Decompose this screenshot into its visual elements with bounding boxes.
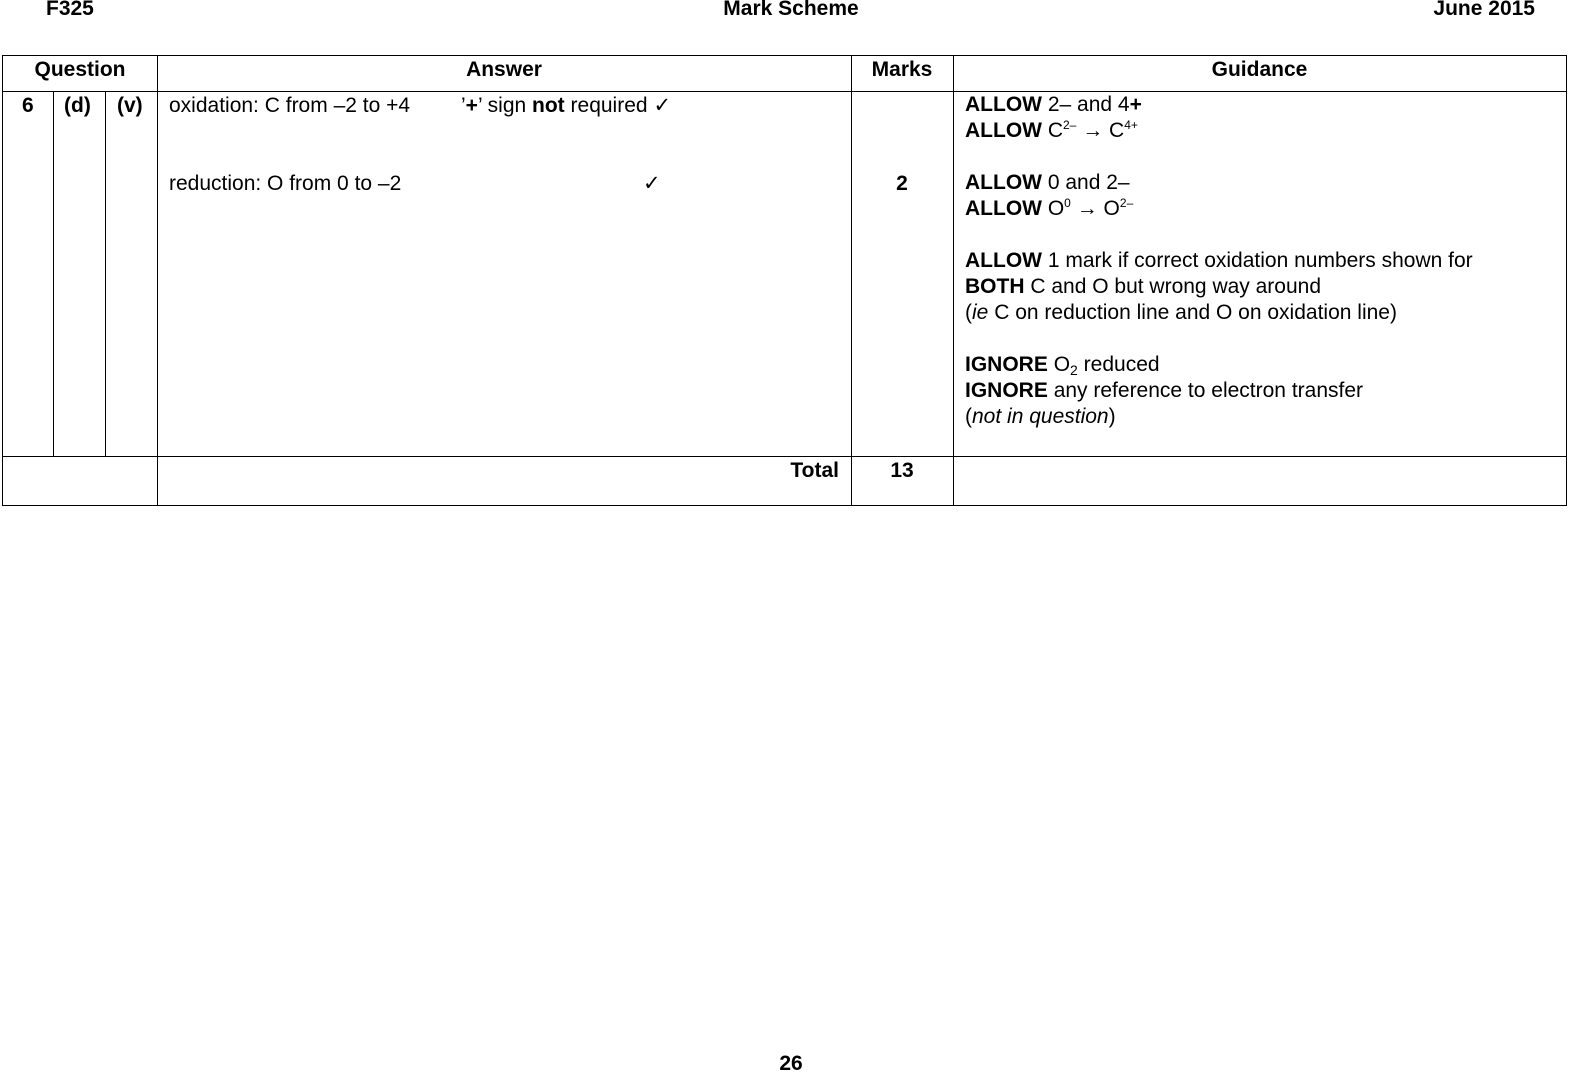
question-subpart: (v) xyxy=(117,94,143,117)
guidance-line: ALLOW 2– and 4+ xyxy=(965,93,1142,116)
page-number: 26 xyxy=(779,1052,803,1075)
col-divider xyxy=(953,56,954,505)
row-divider xyxy=(3,91,1566,92)
answer-reduction: reduction: O from 0 to –2 xyxy=(169,172,402,195)
header-marks: Marks xyxy=(871,58,933,81)
guidance-line: IGNORE $O_2$ reduced xyxy=(965,353,1160,378)
col-divider xyxy=(157,56,158,505)
header-question: Question xyxy=(34,58,126,81)
marks-value: 2 xyxy=(896,172,908,195)
answer-plus-sign-note: ’+’ sign not required ✓ xyxy=(461,94,672,117)
col-divider xyxy=(105,91,106,456)
guidance-line: IGNORE any reference to electron transfer xyxy=(965,379,1364,402)
guidance-line: ALLOW $O^0 \to O^{2-}$ xyxy=(965,196,1134,220)
guidance-line: (not in question) xyxy=(965,405,1116,428)
header-title: Mark Scheme xyxy=(723,0,859,20)
guidance-line: ALLOW 1 mark if correct oxidation numbers shown for xyxy=(965,249,1473,272)
mark-scheme-table xyxy=(2,55,1567,506)
header-date: June 2015 xyxy=(1433,0,1535,20)
guidance-line: ALLOW 0 and 2– xyxy=(965,171,1130,194)
col-divider xyxy=(851,56,852,505)
guidance-line: BOTH C and O but wrong way around xyxy=(965,275,1322,298)
header-guidance: Guidance xyxy=(1211,58,1308,81)
tick-icon: ✓ xyxy=(643,172,661,195)
col-divider xyxy=(53,91,54,456)
question-number: 6 xyxy=(22,94,34,117)
header-answer: Answer xyxy=(466,58,542,81)
guidance-line: ALLOW $C^{2-} \to C^{4+}$ xyxy=(965,118,1138,142)
total-label: Total xyxy=(790,459,839,482)
answer-oxidation: oxidation: C from –2 to +4 xyxy=(169,94,411,117)
header-code: F325 xyxy=(46,0,94,20)
total-value: 13 xyxy=(890,459,914,482)
tick-icon: ✓ xyxy=(653,94,672,117)
row-divider xyxy=(3,456,1566,457)
guidance-line: (ie C on reduction line and O on oxidation line) xyxy=(965,301,1397,324)
question-part: (d) xyxy=(64,94,91,117)
